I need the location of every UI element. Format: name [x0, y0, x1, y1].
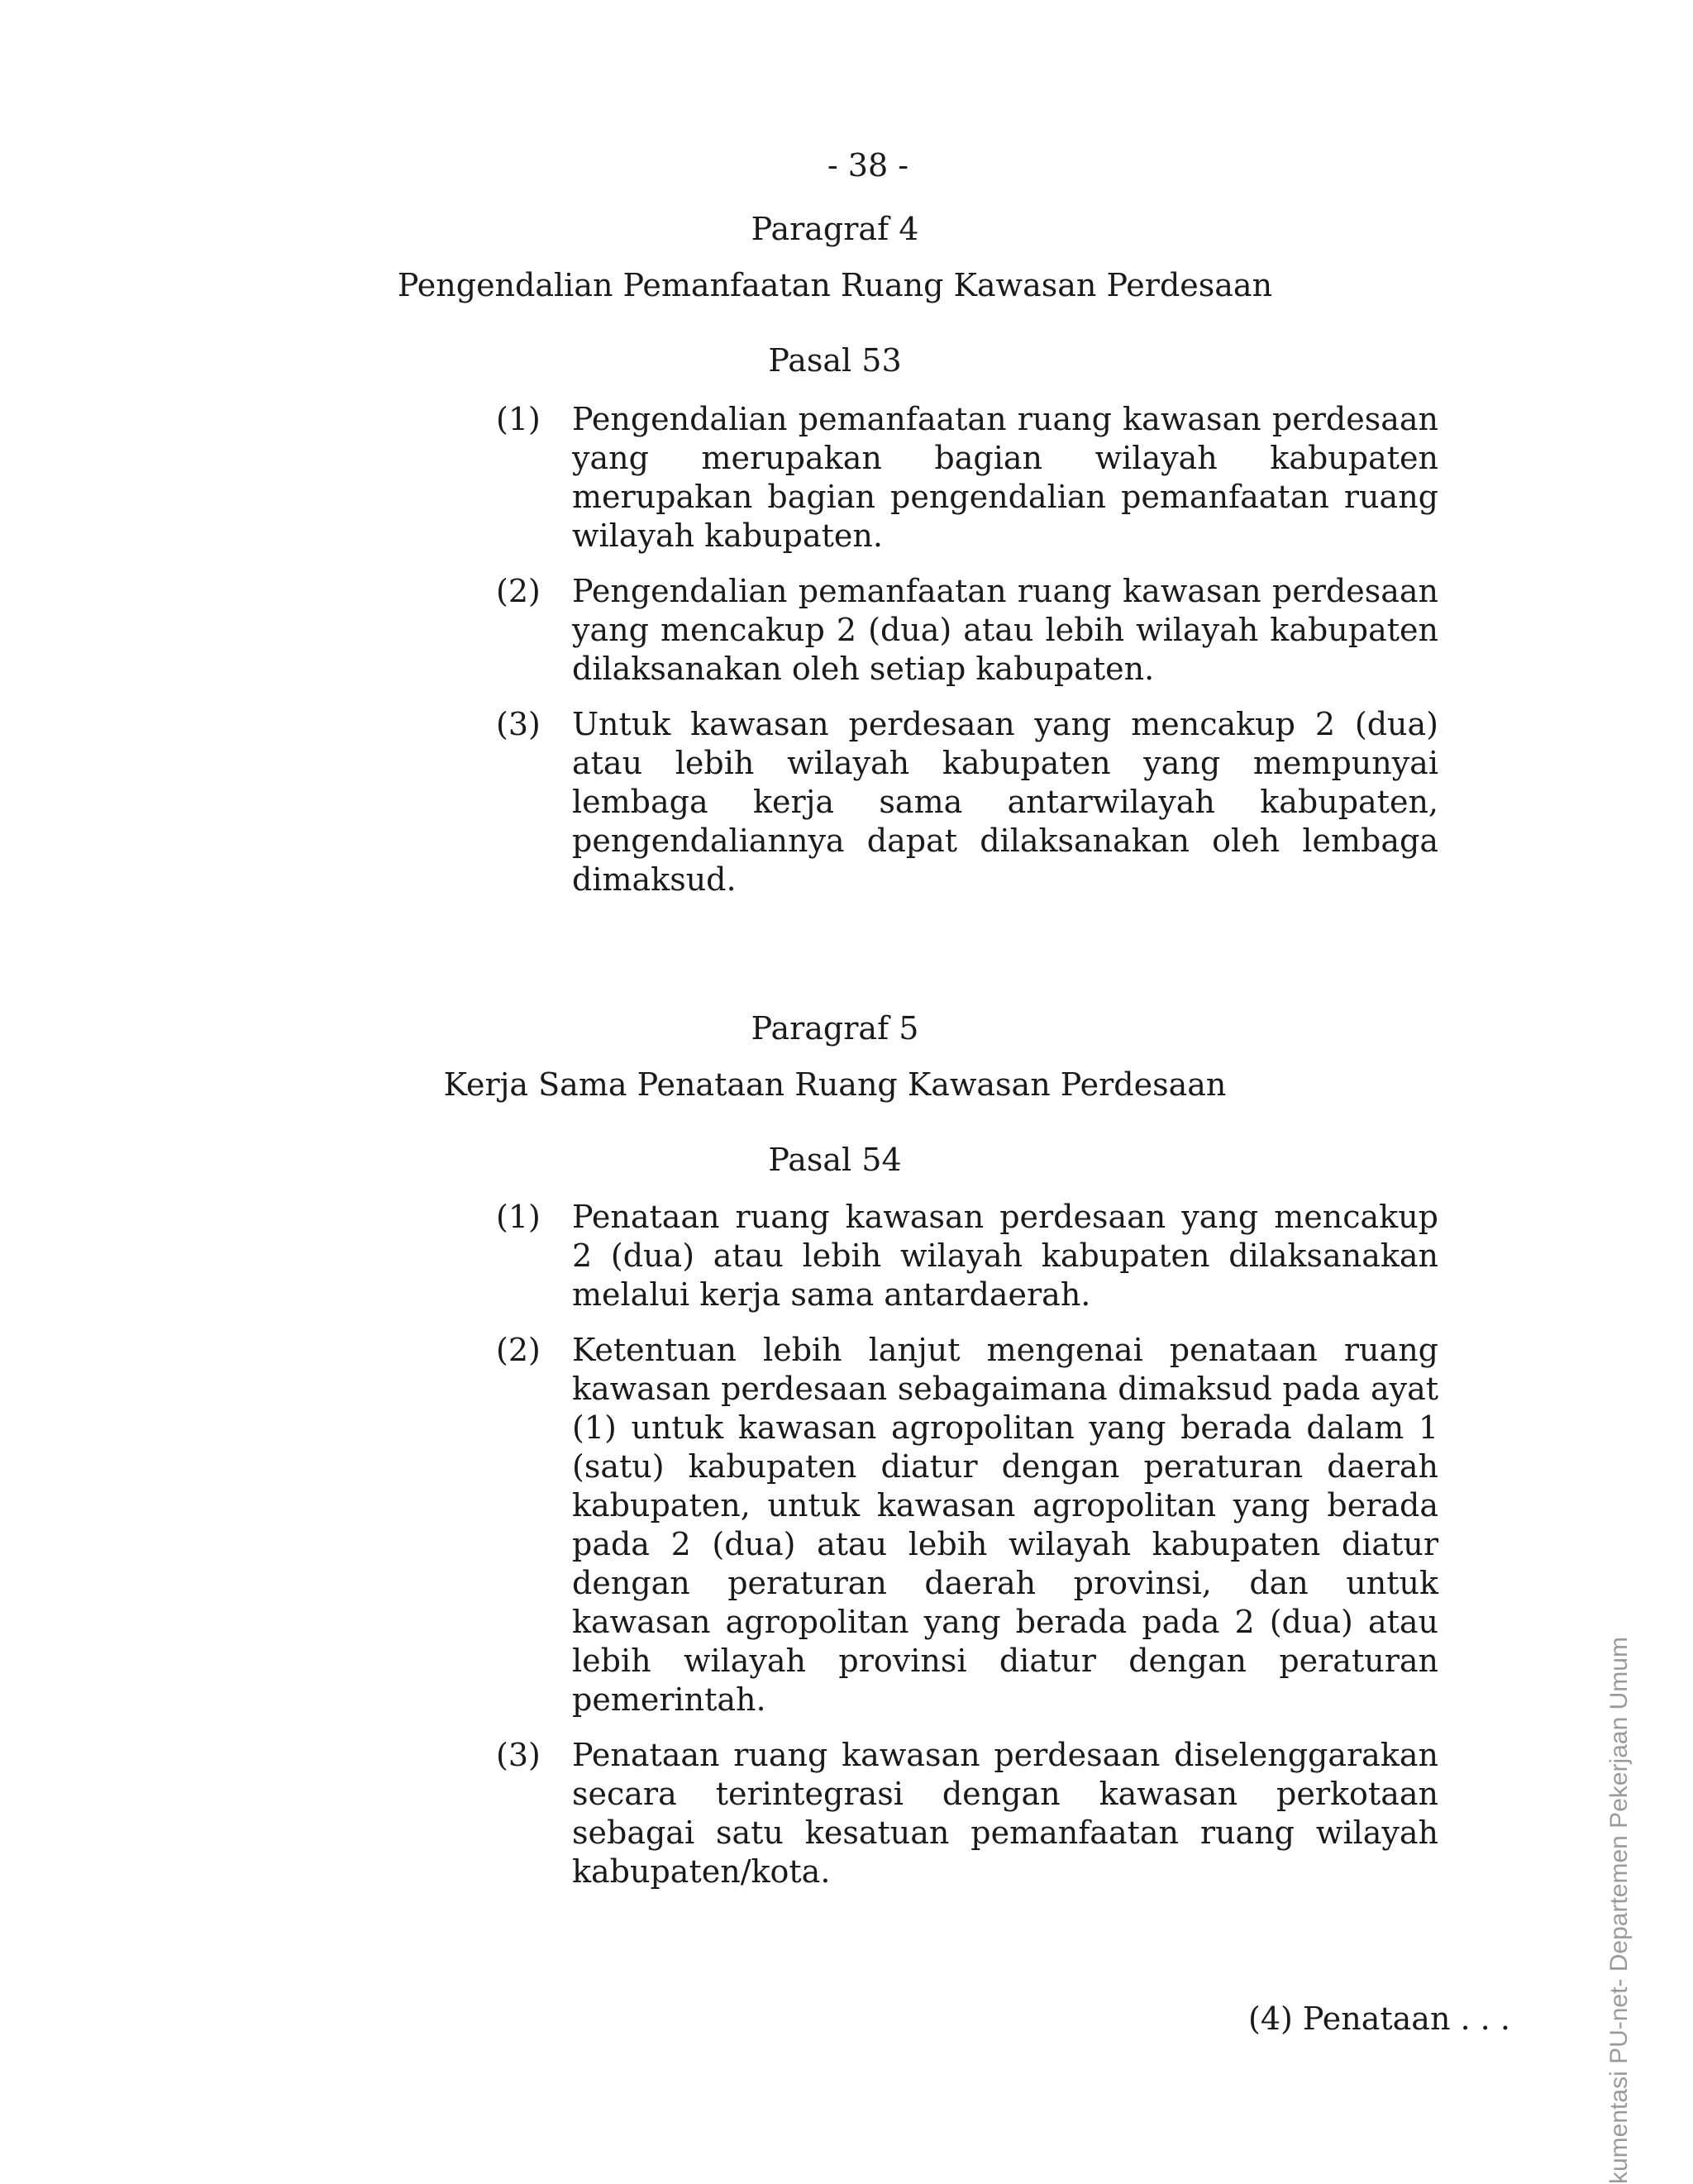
ayat-text: Pengendalian pemanfaatan ruang kawasan perdesaan yang mencakup 2 (dua) atau lebih wilayah kabupaten dilaksanakan oleh setiap kabupaten.	[572, 573, 1438, 687]
paragraf-5-heading: Paragraf 5	[751, 1010, 919, 1047]
ayat-number: (3)	[496, 706, 541, 742]
ayat-number: (2)	[496, 1332, 541, 1368]
page-number: - 38 -	[827, 147, 909, 184]
pasal-54-heading: Pasal 54	[768, 1142, 902, 1178]
continuation-text: (4) Penataan . . .	[1248, 2000, 1510, 2037]
list-item	[496, 1198, 1438, 1314]
list-item	[496, 1736, 1438, 1891]
pasal-53-ayat-list	[496, 400, 1438, 916]
ayat-text: Untuk kawasan perdesaan yang mencakup 2 (dua) atau lebih wilayah kabupaten yang mempunyai lembaga kerja sama antarwilayah kabupaten, pengendaliannya dapat dilaksanakan oleh lembaga dimaksud.	[572, 706, 1438, 898]
pasal-54-ayat-list	[496, 1198, 1438, 1908]
ayat-text: Ketentuan lebih lanjut mengenai penataan ruang kawasan perdesaan sebagaimana dimaksud pada ayat (1) untuk kawasan agropolitan yang berada dalam 1 (satu) kabupaten diatur dengan peraturan daerah kabupaten, untuk kawasan agropolitan yang berada pada 2 (dua) atau lebih wilayah kabupaten diatur dengan peraturan daerah provinsi, dan untuk kawasan agropolitan yang berada pada 2 (dua) atau lebih wilayah provinsi diatur dengan peraturan pemerintah.	[572, 1332, 1438, 1718]
ayat-number: (1)	[496, 401, 541, 437]
ayat-text: Penataan ruang kawasan perdesaan yang mencakup 2 (dua) atau lebih wilayah kabupaten dilaksanakan melalui kerja sama antardaerah.	[572, 1199, 1438, 1313]
ayat-number: (3)	[496, 1737, 541, 1773]
list-item	[496, 400, 1438, 556]
list-item	[496, 1331, 1438, 1719]
side-watermark: kumentasi PU-net- Departemen Pekerjaan Umum	[1605, 1637, 1633, 2184]
ayat-text: Pengendalian pemanfaatan ruang kawasan perdesaan yang merupakan bagian wilayah kabupaten merupakan bagian pengendalian pemanfaatan ruang wilayah kabupaten.	[572, 401, 1438, 554]
paragraf-4-heading: Paragraf 4	[751, 211, 919, 247]
list-item	[496, 705, 1438, 899]
ayat-number: (1)	[496, 1199, 541, 1235]
paragraf-5-subtitle: Kerja Sama Penataan Ruang Kawasan Perdesaan	[443, 1066, 1227, 1103]
list-item	[496, 572, 1438, 689]
ayat-number: (2)	[496, 573, 541, 609]
ayat-text: Penataan ruang kawasan perdesaan diselenggarakan secara terintegrasi dengan kawasan perkotaan sebagai satu kesatuan pemanfaatan ruang wilayah kabupaten/kota.	[572, 1737, 1438, 1890]
paragraf-4-subtitle: Pengendalian Pemanfaatan Ruang Kawasan Perdesaan	[397, 267, 1273, 303]
pasal-53-heading: Pasal 53	[768, 342, 902, 379]
